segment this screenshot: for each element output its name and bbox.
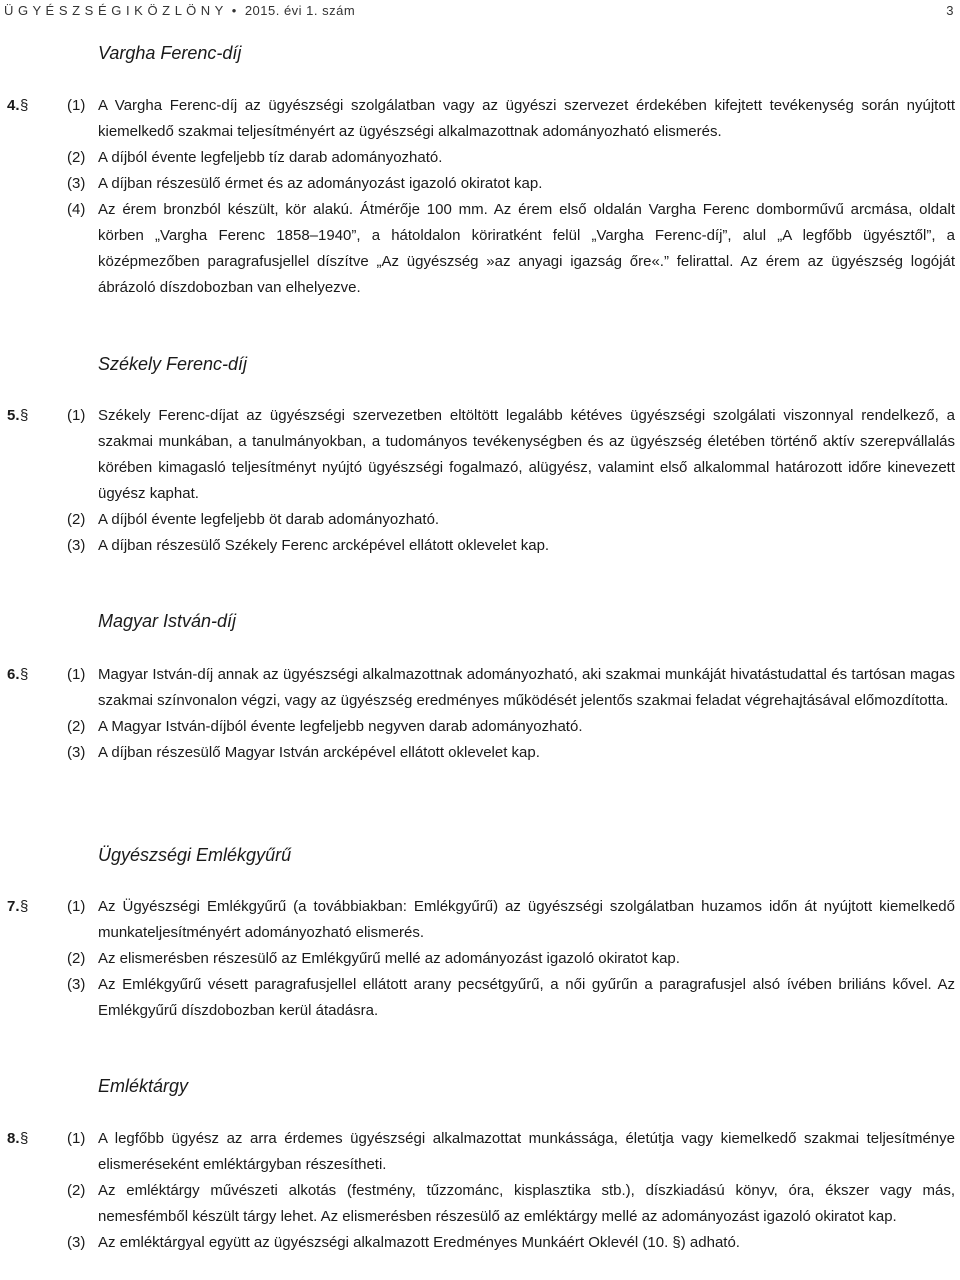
section-symbol: § — [20, 1130, 29, 1147]
section-symbol: § — [20, 666, 29, 683]
paragraph-number: (2) — [67, 511, 86, 528]
paragraph — [67, 197, 955, 301]
header-separator: • — [231, 3, 237, 18]
paragraph-number: (3) — [67, 175, 86, 192]
paragraph — [67, 946, 955, 972]
section-title: Vargha Ferenc-díj — [98, 43, 242, 63]
paragraph-number: (1) — [67, 898, 86, 915]
paragraph-number: (2) — [67, 950, 86, 967]
paragraph-text: A Magyar István-díjból évente legfeljebb negyven darab adományozható. — [98, 718, 583, 735]
page-number: 3 — [946, 3, 954, 18]
paragraph-number: (3) — [67, 537, 86, 554]
paragraph-text: Székely Ferenc-díjat az ügyészségi szervezetben eltöltött legalább kétéves ügyészségi szolgálati viszonnyal rendelkező, a szakmai munkában, a tanulmányokban, a tudományos tevékenységben és az ügyészség életében történő aktív szerepvállalás körében kimagasló teljesítményt nyújtó ügyészségi fogalmazó, alügyész, valamint első alkalommal határozott időre kinevezett ügyész kaphat. — [98, 407, 955, 502]
paragraph-text: A díjban részesülő Magyar István arcképével ellátott oklevelet kap. — [98, 744, 540, 761]
paragraph-text: A díjból évente legfeljebb öt darab adományozható. — [98, 511, 440, 528]
paragraph-text: Az elismerésben részesülő az Emlékgyűrű mellé az adományozást igazoló okiratot kap. — [98, 950, 680, 967]
paragraph-number: (1) — [67, 97, 86, 114]
header-left — [4, 3, 355, 18]
paragraph — [67, 972, 955, 1024]
article-6 — [0, 662, 955, 766]
paragraph — [67, 533, 955, 559]
paragraph — [67, 1126, 955, 1178]
paragraph — [67, 894, 955, 946]
page-header — [4, 3, 954, 23]
paragraph-number: (3) — [67, 1234, 86, 1251]
paragraph-text: A díjban részesülő érmet és az adományozást igazoló okiratot kap. — [98, 175, 543, 192]
paragraph-number: (2) — [67, 718, 86, 735]
journal-name: Ü G Y É S Z S É G I K Ö Z L Ö N Y — [4, 3, 224, 18]
paragraph-number: (1) — [67, 1130, 86, 1147]
paragraph-text: A díjból évente legfeljebb tíz darab adományozható. — [98, 149, 443, 166]
paragraph-number: (2) — [67, 1182, 86, 1199]
article-number: 8. — [7, 1130, 20, 1147]
article-7 — [0, 894, 955, 1024]
paragraph-text: Az Ügyészségi Emlékgyűrű (a továbbiakban: Emlékgyűrű) az ügyészségi szolgálatban huzamos időn át nyújtott kiemelkedő munkateljesítményért adományozható elismerés. — [98, 898, 955, 941]
paragraph-number: (3) — [67, 744, 86, 761]
paragraph — [67, 171, 955, 197]
article-number: 4. — [7, 97, 20, 114]
article-4 — [0, 93, 955, 301]
paragraph-text: A legfőbb ügyész az arra érdemes ügyészségi alkalmazottat munkássága, életútja vagy kiemelkedő szakmai teljesítménye elismeréseként emléktárgyban részesítheti. — [98, 1130, 955, 1173]
issue-label: 2015. évi 1. szám — [244, 3, 356, 18]
section-symbol: § — [20, 97, 29, 114]
section-symbol: § — [20, 898, 29, 915]
paragraph-text: Az emléktárgy művészeti alkotás (festmény, tűzzománc, kisplasztika stb.), díszkiadású könyv, óra, ékszer vagy más, nemesfémből készült tárgy lehet. Az elismerésben részesülő az emléktárgy mellé az adományozást igazoló okiratot kap. — [98, 1182, 955, 1225]
paragraph — [67, 403, 955, 507]
paragraph — [67, 662, 955, 714]
paragraph-text: Az Emlékgyűrű vésett paragrafusjellel ellátott arany pecsétgyűrű, a női gyűrűn a paragrafusjel alsó ívében briliáns kővel. Az Emlékgyűrű díszdobozban kerül átadásra. — [98, 976, 955, 1019]
paragraph-text: A Vargha Ferenc-díj az ügyészségi szolgálatban vagy az ügyészi szervezet érdekében kifejtett tevékenység során nyújtott kiemelkedő szakmai teljesítményért az ügyészségi alkalmazottnak adományozható elismerés. — [98, 97, 955, 140]
paragraph-number: (3) — [67, 976, 86, 993]
article-number: 6. — [7, 666, 20, 683]
article-8 — [0, 1126, 955, 1256]
paragraph — [67, 93, 955, 145]
paragraph — [67, 507, 955, 533]
paragraph — [67, 740, 955, 766]
section-symbol: § — [20, 407, 29, 424]
paragraph — [67, 145, 955, 171]
section-title: Ügyészségi Emlékgyűrű — [98, 845, 292, 865]
section-title: Székely Ferenc-díj — [98, 354, 248, 374]
paragraph-number: (1) — [67, 407, 86, 424]
article-5 — [0, 403, 955, 559]
paragraph-number: (1) — [67, 666, 86, 683]
paragraph-text: Magyar István-díj annak az ügyészségi alkalmazottnak adományozható, aki szakmai munkáját hivatástudattal és tartósan magas szakmai színvonalon végzi, vagy az ügyészség eredményes működését jelentős szakmai feladat végrehajtásával előmozdította. — [98, 666, 955, 709]
paragraph-text: Az emléktárgyal együtt az ügyészségi alkalmazott Eredményes Munkáért Oklevél (10. §) adható. — [98, 1234, 740, 1251]
article-number: 7. — [7, 898, 20, 915]
paragraph-number: (2) — [67, 149, 86, 166]
section-title: Emléktárgy — [98, 1076, 189, 1096]
article-number: 5. — [7, 407, 20, 424]
paragraph — [67, 714, 955, 740]
paragraph-text: Az érem bronzból készült, kör alakú. Átmérője 100 mm. Az érem első oldalán Vargha Ferenc domborművű arcmása, oldalt körben „Vargha Ferenc 1858–1940”, a hátoldalon köriratként felül „Vargha Ferenc-díj”, alul „A legfőbb ügyésztől”, a középmezőben paragrafusjellel díszítve „Az ügyészség »az anyagi igazság őre«.” felirattal. Az érem az ügyészség logóját ábrázoló díszdobozban van elhelyezve. — [98, 201, 955, 296]
paragraph-number: (4) — [67, 201, 86, 218]
paragraph — [67, 1178, 955, 1230]
paragraph-text: A díjban részesülő Székely Ferenc arcképével ellátott oklevelet kap. — [98, 537, 550, 554]
section-title: Magyar István-díj — [98, 611, 237, 631]
paragraph — [67, 1230, 955, 1256]
